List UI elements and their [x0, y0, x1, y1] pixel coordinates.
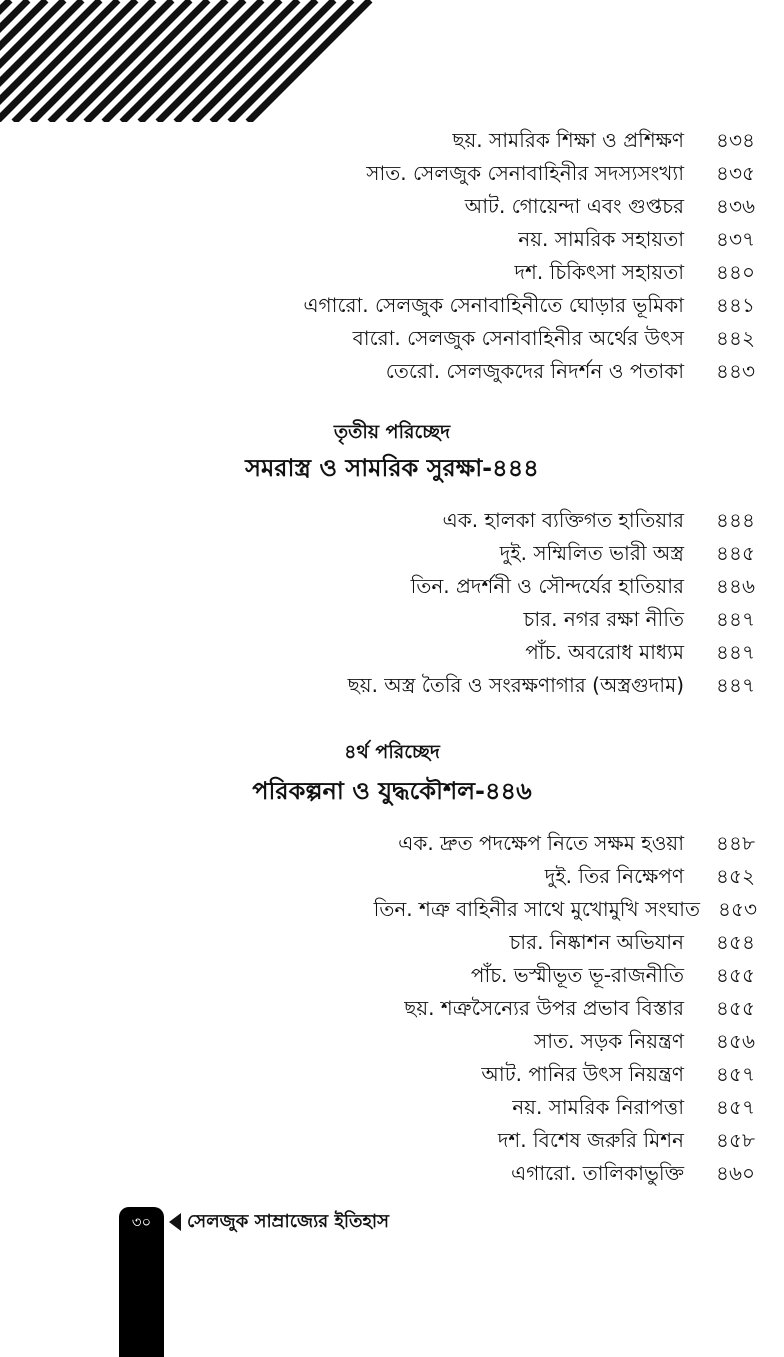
- toc-entry-page: ৪৫২: [716, 864, 755, 888]
- toc-entry[interactable]: [0, 256, 784, 288]
- toc-entry-title: দুই. তির নিক্ষেপণ: [544, 864, 684, 888]
- toc-entry-title: ছয়. সামরিক শিক্ষা ও প্রশিক্ষণ: [452, 128, 684, 152]
- toc-entry-title: ছয়. অস্ত্র তৈরি ও সংরক্ষণাগার (অস্ত্রগুদাম): [347, 673, 684, 697]
- toc-entry[interactable]: [0, 827, 784, 859]
- toc-entry-title: সাত. সেলজুক সেনাবাহিনীর সদস্যসংখ্যা: [366, 161, 684, 185]
- toc-entry-page: ৪৫৭: [716, 1062, 755, 1086]
- toc-entry-page: ৪৪৬: [716, 574, 755, 598]
- toc-entry-page: ৪৫৩: [718, 897, 757, 921]
- running-footer-book-title: সেলজুক সাম্রাজ্যের ইতিহাস: [187, 1211, 390, 1232]
- toc-entry-page: ৪৪৩: [716, 359, 755, 383]
- toc-entry-page: ৪৫৫: [716, 996, 755, 1020]
- toc-entry[interactable]: [0, 992, 784, 1024]
- toc-entry[interactable]: [0, 636, 784, 668]
- toc-entry[interactable]: [0, 603, 784, 635]
- toc-entry-page: ৪৩৭: [716, 227, 755, 251]
- toc-entry-page: ৪৩৬: [716, 194, 755, 218]
- toc-entry-title: এক. দ্রুত পদক্ষেপ নিতে সক্ষম হওয়া: [398, 831, 684, 855]
- toc-entry-title: পাঁচ. ভস্মীভূত ভূ-রাজনীতি: [470, 963, 684, 987]
- toc-entry[interactable]: [0, 322, 784, 354]
- toc-entry[interactable]: [0, 669, 784, 701]
- toc-entry[interactable]: [0, 959, 784, 991]
- toc-entry[interactable]: [0, 157, 784, 189]
- diagonal-stripes-decoration: [0, 0, 380, 122]
- toc-entry-page: ৪৫৬: [716, 1029, 755, 1053]
- toc-entry-page: ৪৪২: [716, 326, 755, 350]
- toc-entry[interactable]: [0, 1058, 784, 1090]
- toc-entry[interactable]: [0, 1157, 784, 1189]
- toc-entry[interactable]: [0, 1124, 784, 1156]
- toc-entry-title: সাত. সড়ক নিয়ন্ত্রণ: [534, 1029, 684, 1053]
- toc-entry-page: ৪৫৭: [716, 1095, 755, 1119]
- toc-entry-page: ৪৪০: [716, 260, 755, 284]
- toc-entry[interactable]: [0, 1025, 784, 1057]
- toc-entry-page: ৪৬০: [716, 1161, 755, 1185]
- toc-entry[interactable]: [0, 893, 784, 925]
- toc-entry-page: ৪৫৫: [716, 963, 755, 987]
- toc-entry-page: ৪৪৪: [716, 508, 755, 532]
- toc-entry-title: তিন. প্রদর্শনী ও সৌন্দর্যের হাতিয়ার: [410, 574, 684, 598]
- toc-entry-title: এক. হালকা ব্যক্তিগত হাতিয়ার: [442, 508, 684, 532]
- toc-entry-page: ৪৫৪: [716, 930, 755, 954]
- toc-entry-page: ৪৪৭: [716, 607, 755, 631]
- toc-entry-title: তিন. শত্রু বাহিনীর সাথে মুখোমুখি সংঘাত: [373, 897, 700, 921]
- toc-entry-title: তেরো. সেলজুকদের নিদর্শন ও পতাকা: [385, 359, 684, 383]
- toc-entry-title: চার. নিষ্কাশন অভিযান: [509, 930, 684, 954]
- toc-entry[interactable]: [0, 223, 784, 255]
- toc-entry[interactable]: [0, 289, 784, 321]
- triangle-left-icon: [169, 1213, 181, 1231]
- toc-entry-page: ৪৩৫: [716, 161, 755, 185]
- page-number: ৩০: [131, 1213, 152, 1231]
- toc-entry-title: নয়. সামরিক সহায়তা: [518, 227, 684, 251]
- chapter-three-label: তৃতীয় পরিচ্ছেদ: [333, 421, 451, 443]
- toc-entry[interactable]: [0, 537, 784, 569]
- toc-entry-title: বারো. সেলজুক সেনাবাহিনীর অর্থের উৎস: [352, 326, 684, 350]
- toc-entry[interactable]: [0, 926, 784, 958]
- toc-entry-title: চার. নগর রক্ষা নীতি: [523, 607, 684, 631]
- toc-entry-page: ৪৪৭: [716, 640, 755, 664]
- chapter-three-title: সমরাস্ত্র ও সামরিক সুরক্ষা-৪৪৪: [245, 454, 539, 482]
- toc-entry-title: ছয়. শত্রুসৈন্যের উপর প্রভাব বিস্তার: [404, 996, 684, 1020]
- toc-entry-page: ৪৪৭: [716, 673, 755, 697]
- toc-entry-title: এগারো. সেলজুক সেনাবাহিনীতে ঘোড়ার ভূমিকা: [303, 293, 684, 317]
- toc-entry-page: ৪৪৫: [716, 541, 755, 565]
- toc-entry[interactable]: [0, 1091, 784, 1123]
- toc-entry[interactable]: [0, 355, 784, 387]
- toc-entry-title: আট. পানির উৎস নিয়ন্ত্রণ: [481, 1062, 684, 1086]
- toc-entry[interactable]: [0, 570, 784, 602]
- toc-entry[interactable]: [0, 190, 784, 222]
- chapter-four-title: পরিকল্পনা ও যুদ্ধকৌশল-৪৪৬: [252, 777, 532, 805]
- toc-entry[interactable]: [0, 860, 784, 892]
- toc-entry-title: দুই. সম্মিলিত ভারী অস্ত্র: [499, 541, 684, 565]
- toc-entry-page: ৪৫৮: [716, 1128, 755, 1152]
- toc-entry-page: ৪৩৪: [716, 128, 755, 152]
- toc-entry-title: এগারো. তালিকাভুক্তি: [511, 1161, 684, 1185]
- toc-entry-title: আট. গোয়েন্দা এবং গুপ্তচর: [464, 194, 684, 218]
- toc-entry[interactable]: [0, 504, 784, 536]
- toc-entry-title: নয়. সামরিক নিরাপত্তা: [512, 1095, 684, 1119]
- toc-entry-page: ৪৪৮: [716, 831, 755, 855]
- toc-entry-title: দশ. চিকিৎসা সহায়তা: [514, 260, 684, 284]
- toc-entry-title: দশ. বিশেষ জরুরি মিশন: [497, 1128, 684, 1152]
- toc-entry[interactable]: [0, 124, 784, 156]
- chapter-four-label: ৪র্থ পরিচ্ছেদ: [344, 741, 440, 763]
- toc-entry-title: পাঁচ. অবরোধ মাধ্যম: [525, 640, 684, 664]
- toc-entry-page: ৪৪১: [716, 293, 755, 317]
